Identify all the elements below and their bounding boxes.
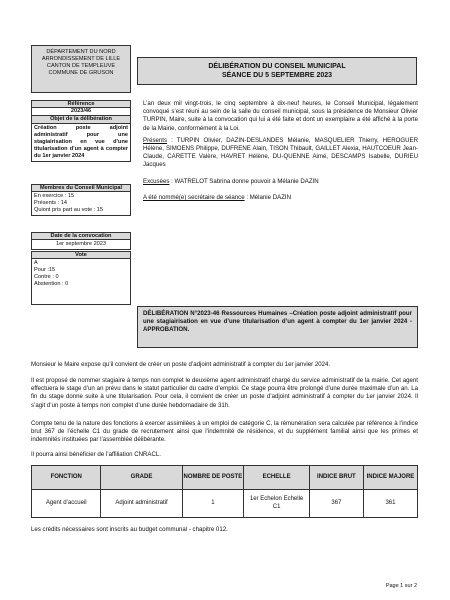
table-row	[32, 490, 418, 518]
convocation-label: Date de la convocation	[31, 232, 131, 240]
convocation-section	[31, 232, 131, 250]
col-indice-majore: INDICE MAJORE	[363, 466, 417, 490]
convocation-date: 1er septembre 2023	[31, 240, 131, 250]
secretary-label: A été nommé(e) secrétaire de séance	[143, 193, 245, 201]
col-echelle: ECHELLE	[244, 466, 310, 490]
vote-line: Pour :15	[34, 267, 56, 273]
members-line: Quiont pris part au vote : 15	[34, 207, 104, 213]
presents-paragraph	[143, 137, 418, 170]
col-nombre: NOMBRE DE POSTE	[182, 466, 244, 490]
reference-label: Référence	[31, 100, 131, 108]
dept-line: DÉPARTEMENT DU NORD	[46, 49, 116, 55]
vote-body	[31, 259, 131, 305]
col-fonction: FONCTION	[32, 466, 101, 490]
members-label: Membres du Conseil Municipal	[31, 184, 131, 192]
dept-line: ARRONDISSEMENT DE LILLE	[41, 56, 121, 62]
vote-line: A	[34, 260, 38, 266]
col-grade: GRADE	[101, 466, 182, 490]
vote-label: Vote	[31, 251, 131, 259]
title-line: DÉLIBÉRATION DU CONSEIL MUNICIPAL	[208, 63, 346, 70]
excuses-text: : WATRELOT Sabrina donne pouvoir à Mélanie DAZIN	[169, 177, 319, 185]
department-box	[31, 45, 131, 93]
col-indice-brut: INDICE BRUT	[309, 466, 363, 490]
members-section	[31, 184, 131, 216]
cell-grade: Adjoint administratif	[101, 490, 182, 518]
members-line: Présents : 14	[34, 200, 67, 206]
presents-label: Présents	[143, 136, 168, 144]
reference-section	[31, 100, 131, 162]
cell-nombre: 1	[182, 490, 244, 518]
body-p1: Monsieur le Maire expose qu’il convient de créer un poste d’adjoint administratif à compter du 1er janvier 2024.	[31, 361, 331, 368]
vote-line: Abstention : 0	[34, 281, 69, 287]
body-p2: Il est proposé de nommer stagiaire à temps non complet le deuxième agent administratif chargé du service administratif de la mairie. Cet agent effectuera le stage d’un an prévu dans le statut particulier du cadre d’emploi. Ce stage pourra être prolongé d’une durée maximale d’un an. La fin du stage donne suite à une titularisation. Pour cela, il convient de créer un poste d’adjoint administratif à compter du 1er janvier 2024. Il s’agit d’un poste à temps non complet d’une durée hebdomadaire de 31h.	[31, 377, 418, 409]
cell-indice-majore: 361	[363, 490, 417, 518]
intro-paragraph: L’an deux mil vingt-trois, le cinq septembre à dix-neuf heures, le Conseil Municipal, légalement convoqué s’est réuni au sein de la salle du conseil municipal, sous la présidence de Monsieur Olivier TURPIN, Maire, suite à la convocation qui lui a été faite et dont un exemplaire a été affiché à la porte de la Mairie, conformément à la Loi.	[143, 100, 418, 132]
objet-text: Création poste adjoint administratif pour une stagiairisation en vue d’une titularisation d’un agent à compter du 1er janvier 2024	[31, 124, 131, 162]
deliberation-title-box	[137, 306, 418, 348]
reference-value: 2023/46	[31, 108, 131, 116]
vote-section	[31, 251, 131, 305]
title-box	[137, 57, 417, 85]
dept-line: CANTON DE TEMPLEUVE	[46, 63, 116, 69]
body-p3: Compte tenu de la nature des fonctions à exercer assimilées à un emploi de catégorie C, la rémunération sera calculée par référence à l’indice brut 367 de l’échelle C1 du grade de recrutement ainsi que l’indemnité de résidence, et du supplément familial ainsi que les primes et indemnités instituées par l’assemblée délibérante.	[31, 420, 418, 444]
dept-line: COMMUNE DE GRUSON	[48, 70, 114, 76]
cell-indice-brut: 367	[309, 490, 363, 518]
cell-echelle: 1er Echelon Echelle C1	[244, 490, 310, 518]
cell-fonction: Agent d’accueil	[32, 490, 101, 518]
body-p5: Les crédits nécessaires sont inscrits au budget communal - chapitre 012.	[31, 526, 228, 533]
secretary-paragraph	[143, 194, 418, 202]
secretary-text: : Mélanie DAZIN	[244, 193, 292, 201]
position-table	[31, 465, 418, 518]
table-header-row	[32, 466, 418, 490]
objet-label: Objet de la délibération	[31, 116, 131, 124]
members-line: En exercice : 15	[34, 193, 75, 199]
presents-text: : TURPIN Olivier, DAZIN-DESLANDES Mélanie, MASQUELIER Thierry, HEROGUER Hélène, SIMOENS Philippe, DUFRENE Alain, TISON Thibault, GAILLET Alexia, HAUTCOEUR Jean-Claude, CARETTE Valère, HAVRET Hélène, DU-QUENNE Aimé, DESCAMPS Isabelle, DURIEU Jacques	[143, 136, 418, 169]
page-number: Page 1 sur 2	[385, 583, 417, 589]
body-p4: Il pourra ainsi bénéficier de l’affiliation CNRACL.	[31, 451, 161, 458]
intro-text	[143, 100, 418, 206]
session-date: SÉANCE DU 5 SEPTEMBRE 2023	[221, 72, 333, 79]
members-body	[31, 192, 131, 216]
excuses-paragraph	[143, 178, 418, 186]
deliberation-title: DÉLIBÉRATION N°2023-46 Ressources Humaines –Création poste adjoint administratif pour une stagiairisation en vue d’une titularisation d’un agent à compter du 1er janvier 2024 - APPROBATION.	[143, 310, 412, 334]
excuses-label: Excusées	[143, 177, 170, 185]
vote-line: Contre : 0	[34, 274, 59, 280]
